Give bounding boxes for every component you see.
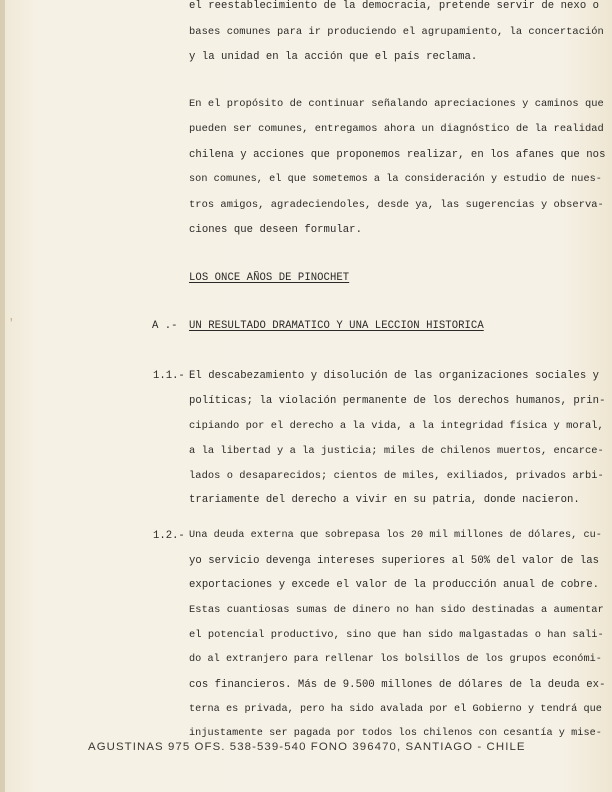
item-line: trariamente del derecho a vivir en su patria, donde nacieron. (189, 494, 580, 506)
item-line: Una deuda externa que sobrepasa los 20 mil millones de dólares, cu- (189, 530, 602, 541)
address-footer: AGUSTINAS 975 OFS. 538-539-540 FONO 396470, SANTIAGO - CHILE (88, 741, 526, 753)
page-edge-shadow (0, 0, 5, 792)
item-line: lados o desaparecidos; cientos de miles, exiliados, privados arbi- (189, 470, 604, 482)
item-line: do al extranjero para rellenar los bolsillos de los grupos económi- (189, 654, 602, 665)
item-line: cos financieros. Más de 9.500 millones de dólares de la deuda ex- (189, 679, 606, 691)
item-number: 1.1.- (153, 370, 185, 382)
intro-line: el reestablecimiento de la democracia, pretende servir de nexo o (189, 0, 600, 12)
subsection-title: UN RESULTADO DRAMATICO Y UNA LECCION HISTORICA (189, 320, 484, 332)
paragraph-line: chilena y acciones que proponemos realizar, en los afanes que nos (189, 149, 606, 161)
intro-line: y la unidad en la acción que el país reclama. (189, 51, 478, 63)
item-line: el potencial productivo, sino que han sido malgastadas o han sali- (189, 629, 604, 641)
item-number: 1.2.- (153, 530, 185, 542)
paragraph-line: son comunes, el que sometemos a la consideración y estudio de nues- (189, 174, 602, 185)
paragraph-line: tros amigos, agradeciendoles, desde ya, las sugerencias y observa- (189, 199, 604, 211)
section-heading: LOS ONCE AÑOS DE PINOCHET (189, 272, 350, 284)
item-line: El descabezamiento y disolución de las organizaciones sociales y (189, 370, 600, 382)
intro-line: bases comunes para ir produciendo el agrupamiento, la concertación (189, 26, 604, 38)
item-line: exportaciones y excede el valor de la producción anual de cobre. (189, 579, 600, 591)
item-line: a la libertad y a la justicia; miles de chilenos muertos, encarce- (189, 445, 604, 457)
subsection-letter: A .- (152, 320, 178, 332)
paragraph-line: En el propósito de continuar señalando apreciaciones y caminos que (189, 98, 604, 110)
margin-mark: ' (8, 318, 15, 330)
item-line: Estas cuantiosas sumas de dinero no han sido destinadas a aumentar (189, 604, 604, 616)
item-line: yo servicio devenga intereses superiores al 50% del valor de las (189, 555, 600, 567)
item-line: terna es privada, pero ha sido avalada por el Gobierno y tendrá que (189, 704, 602, 715)
item-line: políticas; la violación permanente de los derechos humanos, prin- (189, 395, 606, 407)
item-line: cipiando por el derecho a la vida, a la integridad física y moral, (189, 420, 604, 432)
item-line: injustamente ser pagada por todos los chilenos con cesantía y mise- (189, 728, 602, 739)
paragraph-line: pueden ser comunes, entregamos ahora un diagnóstico de la realidad (189, 123, 604, 135)
paragraph-line: ciones que deseen formular. (189, 224, 362, 236)
